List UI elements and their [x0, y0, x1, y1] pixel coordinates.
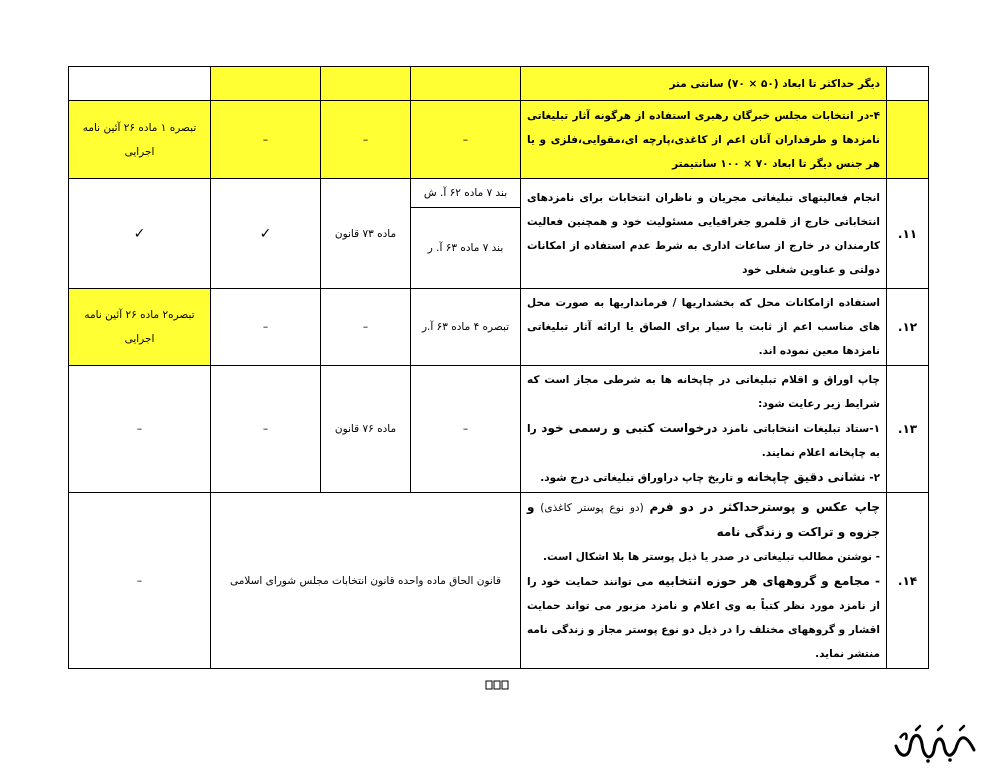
- law-article-cell: [321, 67, 411, 101]
- rule-line-3: ۲- نشانی دقیق چاپخانه و تاریخ چاپ دراوراق تبلیغاتی درج شود.: [540, 470, 880, 484]
- rule-text-bold: ۴-در انتخابات مجلس خبرگان رهبری: [694, 109, 881, 122]
- check-icon: ✓: [211, 179, 321, 289]
- table-row: [69, 101, 929, 179]
- note-cell: [69, 67, 211, 101]
- note-cell: –: [69, 493, 211, 669]
- page-number: [485, 679, 511, 691]
- note-cell: تبصره ۱ ماده ۲۶ آئین نامه اجرایی: [69, 101, 211, 179]
- legal-ref-cell: –: [411, 366, 521, 493]
- legal-ref-cell: [411, 67, 521, 101]
- rule-text: [521, 101, 887, 179]
- rules-table: [68, 66, 929, 669]
- legal-ref-split: [411, 179, 520, 288]
- legal-ref-cell: تبصره ۴ ماده ۶۳ آ.ر: [411, 289, 521, 366]
- page-number-glyphs: [485, 679, 511, 691]
- status-cell: –: [211, 366, 321, 493]
- table-row: [69, 289, 929, 366]
- legal-ref-cell: [411, 179, 521, 289]
- rule-line-1: چاپ عکس و پوسترحداکثر در دو فرم (دو نوع پوستر کاغذی) و جزوه و تراکت و زندگی نامه: [527, 500, 881, 539]
- law-article-cell: ماده ۷۶ قانون: [321, 366, 411, 493]
- table-row: [69, 366, 929, 493]
- governorate-logo: [890, 720, 980, 764]
- status-cell: –: [211, 289, 321, 366]
- table-row: [69, 493, 929, 669]
- rule-text: دیگر حداکثر تا ابعاد (۵۰ × ۷۰) سانتی متر: [521, 67, 887, 101]
- rule-line-3: - مجامع و گروههای هر حوزه انتخابیه می توانند حمایت خود را از نامزد مورد نظر کتباً به وی اعلام و نامزد مزبور می تواند حمایت اقشار و گروههای مختلف را در ذیل دو نوع پوستر مجاز و زندگی نامه منتشر نماید.: [527, 574, 880, 660]
- rule-text: انجام فعالیتهای تبلیغاتی مجریان و ناظران انتخابات برای نامزدهای انتخاباتی خارج از قلمرو جغرافیایی مسئولیت خود و همچنین فعالیت کارمندان در خارج از ساعات اداری به شرط عدم استفاده از امکانات دولتی و عناوین شغلی خود: [521, 179, 887, 289]
- table-row: [69, 67, 929, 101]
- law-article-cell: –: [321, 289, 411, 366]
- row-number: ۱۲.: [887, 289, 929, 366]
- rule-text: [521, 366, 887, 493]
- row-number: ۱۳.: [887, 366, 929, 493]
- table-row: [69, 179, 929, 289]
- legal-ref-cell: –: [411, 101, 521, 179]
- row-number: [887, 101, 929, 179]
- rule-text-rest: استفاده از هرگونه آثار تبلیغاتی نامزدها و طرفداران آنان اعم از کاغذی،پارچه ای،مقوایی،فلزی و یا هر جنس دیگر تا ابعاد ۷۰ × ۱۰۰ سانتیمتر: [527, 109, 880, 170]
- legal-ref-top: بند ۷ ماده ۶۲ آ. ش: [411, 179, 520, 208]
- row-number: ۱۴.: [887, 493, 929, 669]
- row-number: ۱۱.: [887, 179, 929, 289]
- logo-calligraphy: [890, 720, 980, 764]
- legal-ref-bottom: بند ۷ ماده ۶۳ آ. ر: [427, 242, 504, 254]
- check-icon: ✓: [69, 179, 211, 289]
- note-cell: –: [69, 366, 211, 493]
- note-cell: تبصره۲ ماده ۲۶ آئین نامه اجرایی: [69, 289, 211, 366]
- rule-text: استفاده ازامکانات محل که بخشداریها / فرمانداریها به صورت محل های مناسب اعم از ثابت یا سیار برای الصاق یا ارائه آثار تبلیغاتی نامزدها معین نموده اند.: [521, 289, 887, 366]
- law-article-cell: –: [321, 101, 411, 179]
- rule-line-2: - نوشتن مطالب تبلیغاتی در صدر یا ذیل پوستر ها بلا اشکال است.: [543, 551, 880, 563]
- status-cell: –: [211, 101, 321, 179]
- law-article-cell: ماده ۷۳ قانون: [321, 179, 411, 289]
- merged-law-cell: قانون الحاق ماده واحده قانون انتخابات مجلس شورای اسلامی: [211, 493, 521, 669]
- rule-text: [521, 493, 887, 669]
- status-cell: [211, 67, 321, 101]
- rule-line-1: چاپ اوراق و اقلام تبلیغاتی در چاپخانه ها به شرطی مجاز است که شرایط زیر رعایت شود:: [527, 374, 880, 410]
- row-number: [887, 67, 929, 101]
- rule-line-2: ۱-ستاد تبلیغات انتخاباتی نامزد درخواست کتبی و رسمی خود را به چاپخانه اعلام نمایند.: [527, 421, 880, 459]
